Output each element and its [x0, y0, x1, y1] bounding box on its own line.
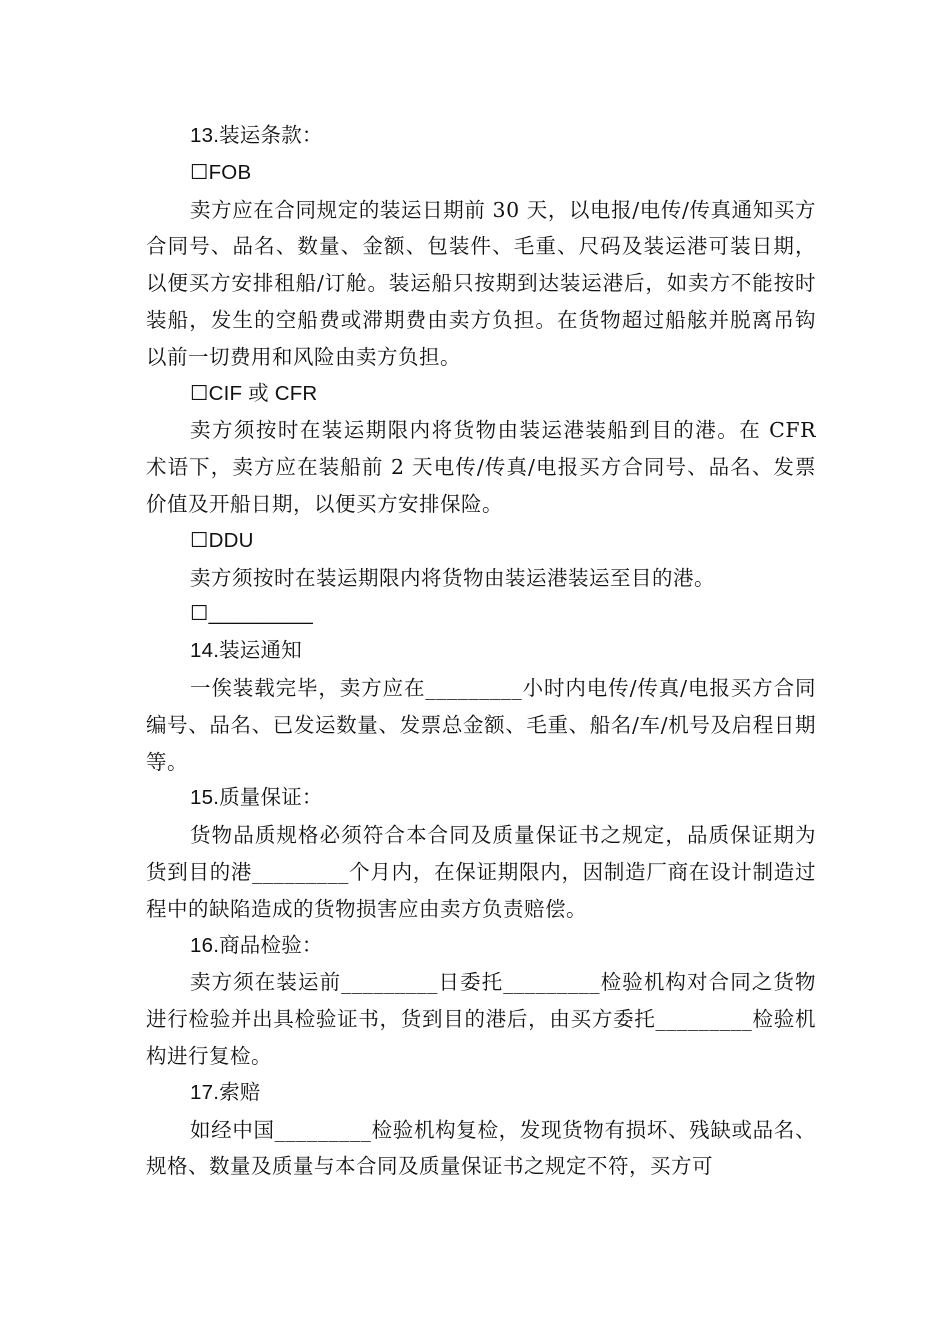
ddu-option: ☐DDU	[190, 528, 254, 552]
section-14-heading: 14.装运通知	[190, 639, 302, 663]
cif-cfr-option: ☐CIF 或 CFR	[190, 381, 318, 405]
section-17-paragraph: 如经中国_________检验机构复检，发现货物有损坏、残缺或品名、规格、数量及质量与本合同及质量保证书之规定不符，买方可	[146, 1117, 816, 1179]
cif-cfr-paragraph: 卖方须按时在装运期限内将货物由装运港装船到目的港。在 CFR 术语下，卖方应在装船前 2 天电传/传真/电报买方合同号、品名、发票价值及开船日期，以便买方安排保险。	[146, 418, 816, 516]
section-15-heading: 15.质量保证：	[190, 786, 323, 810]
section-16-paragraph: 卖方须在装运前_________日委托_________检验机构对合同之货物进行检验并出具检验证书，货到目的港后，由买方委托_________检验机构进行复检。	[146, 970, 816, 1068]
section-16-heading: 16.商品检验：	[190, 933, 323, 957]
blank-option: ☐_________	[190, 602, 313, 626]
section-17-heading: 17.索赔	[190, 1080, 261, 1104]
section-14-paragraph: 一俟装载完毕，卖方应在_________小时内电传/传真/电报买方合同编号、品名、已发运数量、发票总金额、毛重、船名/车/机号及启程日期等。	[146, 675, 816, 774]
fob-paragraph: 卖方应在合同规定的装运日期前 30 天，以电报/电传/传真通知买方合同号、品名、数量、金额、包装件、毛重、尺码及装运港可装日期，以便买方安排租船/订舱。装运船只按期到达装运港后，如卖方不能按时装船，发生的空船费或滞期费由卖方负担。在货物超过船舷并脱离吊钩以前一切费用和风险由卖方负担。	[146, 197, 816, 369]
fob-option: ☐FOB	[190, 160, 252, 184]
section-15-paragraph: 货物品质规格必须符合本合同及质量保证书之规定，品质保证期为货到目的港_________个月内，在保证期限内，因制造厂商在设计制造过程中的缺陷造成的货物损害应由卖方负责赔偿。	[146, 823, 816, 921]
section-13-heading: 13.装运条款：	[190, 124, 323, 147]
document-page	[146, 118, 816, 1185]
ddu-paragraph: 卖方须按时在装运期限内将货物由装运港装运至目的港。	[190, 565, 715, 590]
